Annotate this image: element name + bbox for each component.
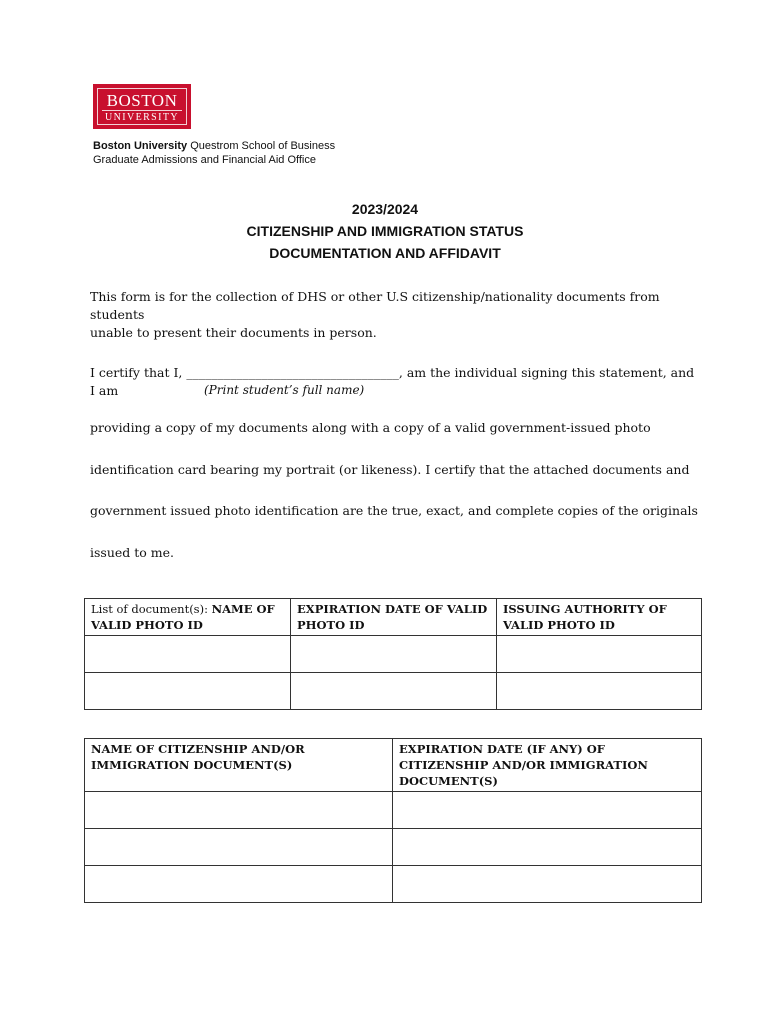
photo-id-authority-cell[interactable] (497, 636, 702, 673)
photo-id-expiration-cell[interactable] (291, 636, 497, 673)
certify-line3: identification card bearing my portrait (or likeness). I certify that the attached documents and (90, 462, 690, 477)
certify-line5: issued to me. (90, 545, 174, 560)
photo-id-name-header: List of document(s): NAME OF VALID PHOTO ID (85, 599, 291, 636)
form-year: 2023/2024 (351, 201, 419, 217)
photo-id-authority-header: ISSUING AUTHORITY OF VALID PHOTO ID (497, 599, 702, 636)
citizenship-doc-name-cell[interactable] (85, 866, 393, 903)
student-name-field[interactable]: __________________________________ (186, 365, 399, 380)
citizenship-doc-expiration-header: EXPIRATION DATE (IF ANY) OF CITIZENSHIP AND/OR IMMIGRATION DOCUMENT(S) (393, 739, 702, 792)
photo-id-name-cell[interactable] (85, 673, 291, 710)
school-header (93, 139, 335, 167)
form-title-line2: DOCUMENTATION AND AFFIDAVIT (269, 245, 501, 261)
citizenship-doc-expiration-cell[interactable] (393, 866, 702, 903)
photo-id-expiration-cell[interactable] (291, 673, 497, 710)
office-name: Graduate Admissions and Financial Aid Office (93, 154, 316, 166)
intro-line2: unable to present their documents in person. (90, 325, 377, 340)
certify-rest: , am the individual signing this statement, and I am (90, 365, 695, 398)
citizenship-doc-name-header: NAME OF CITIZENSHIP AND/OR IMMIGRATION DOCUMENT(S) (85, 739, 393, 792)
photo-id-name-cell[interactable] (85, 636, 291, 673)
photo-id-expiration-header: EXPIRATION DATE OF VALID PHOTO ID (291, 599, 497, 636)
citizenship-doc-expiration-cell[interactable] (393, 829, 702, 866)
logo-line-university: UNIVERSITY (105, 112, 179, 123)
school-name-rest: Questrom School of Business (187, 140, 336, 152)
citizenship-doc-table (84, 738, 702, 903)
school-name-bold: Boston University (93, 140, 188, 152)
intro-paragraph (90, 288, 700, 342)
photo-id-authority-cell[interactable] (497, 673, 702, 710)
citizenship-doc-name-cell[interactable] (85, 792, 393, 829)
form-title-line1: CITIZENSHIP AND IMMIGRATION STATUS (246, 223, 524, 239)
certify-line4: government issued photo identification are the true, exact, and complete copies of the originals (90, 503, 698, 518)
citizenship-doc-name-cell[interactable] (85, 829, 393, 866)
certify-line2: providing a copy of my documents along with a copy of a valid government-issued photo (90, 420, 651, 435)
citizenship-doc-expiration-cell[interactable] (393, 792, 702, 829)
boston-university-logo (93, 84, 191, 129)
intro-line1: This form is for the collection of DHS or other U.S citizenship/nationality documents from students (90, 289, 660, 322)
print-name-hint: (Print student’s full name) (204, 383, 365, 397)
photo-id-table (84, 598, 702, 710)
logo-line-boston: BOSTON (106, 91, 178, 110)
certify-lead: I certify that I, (90, 365, 187, 380)
